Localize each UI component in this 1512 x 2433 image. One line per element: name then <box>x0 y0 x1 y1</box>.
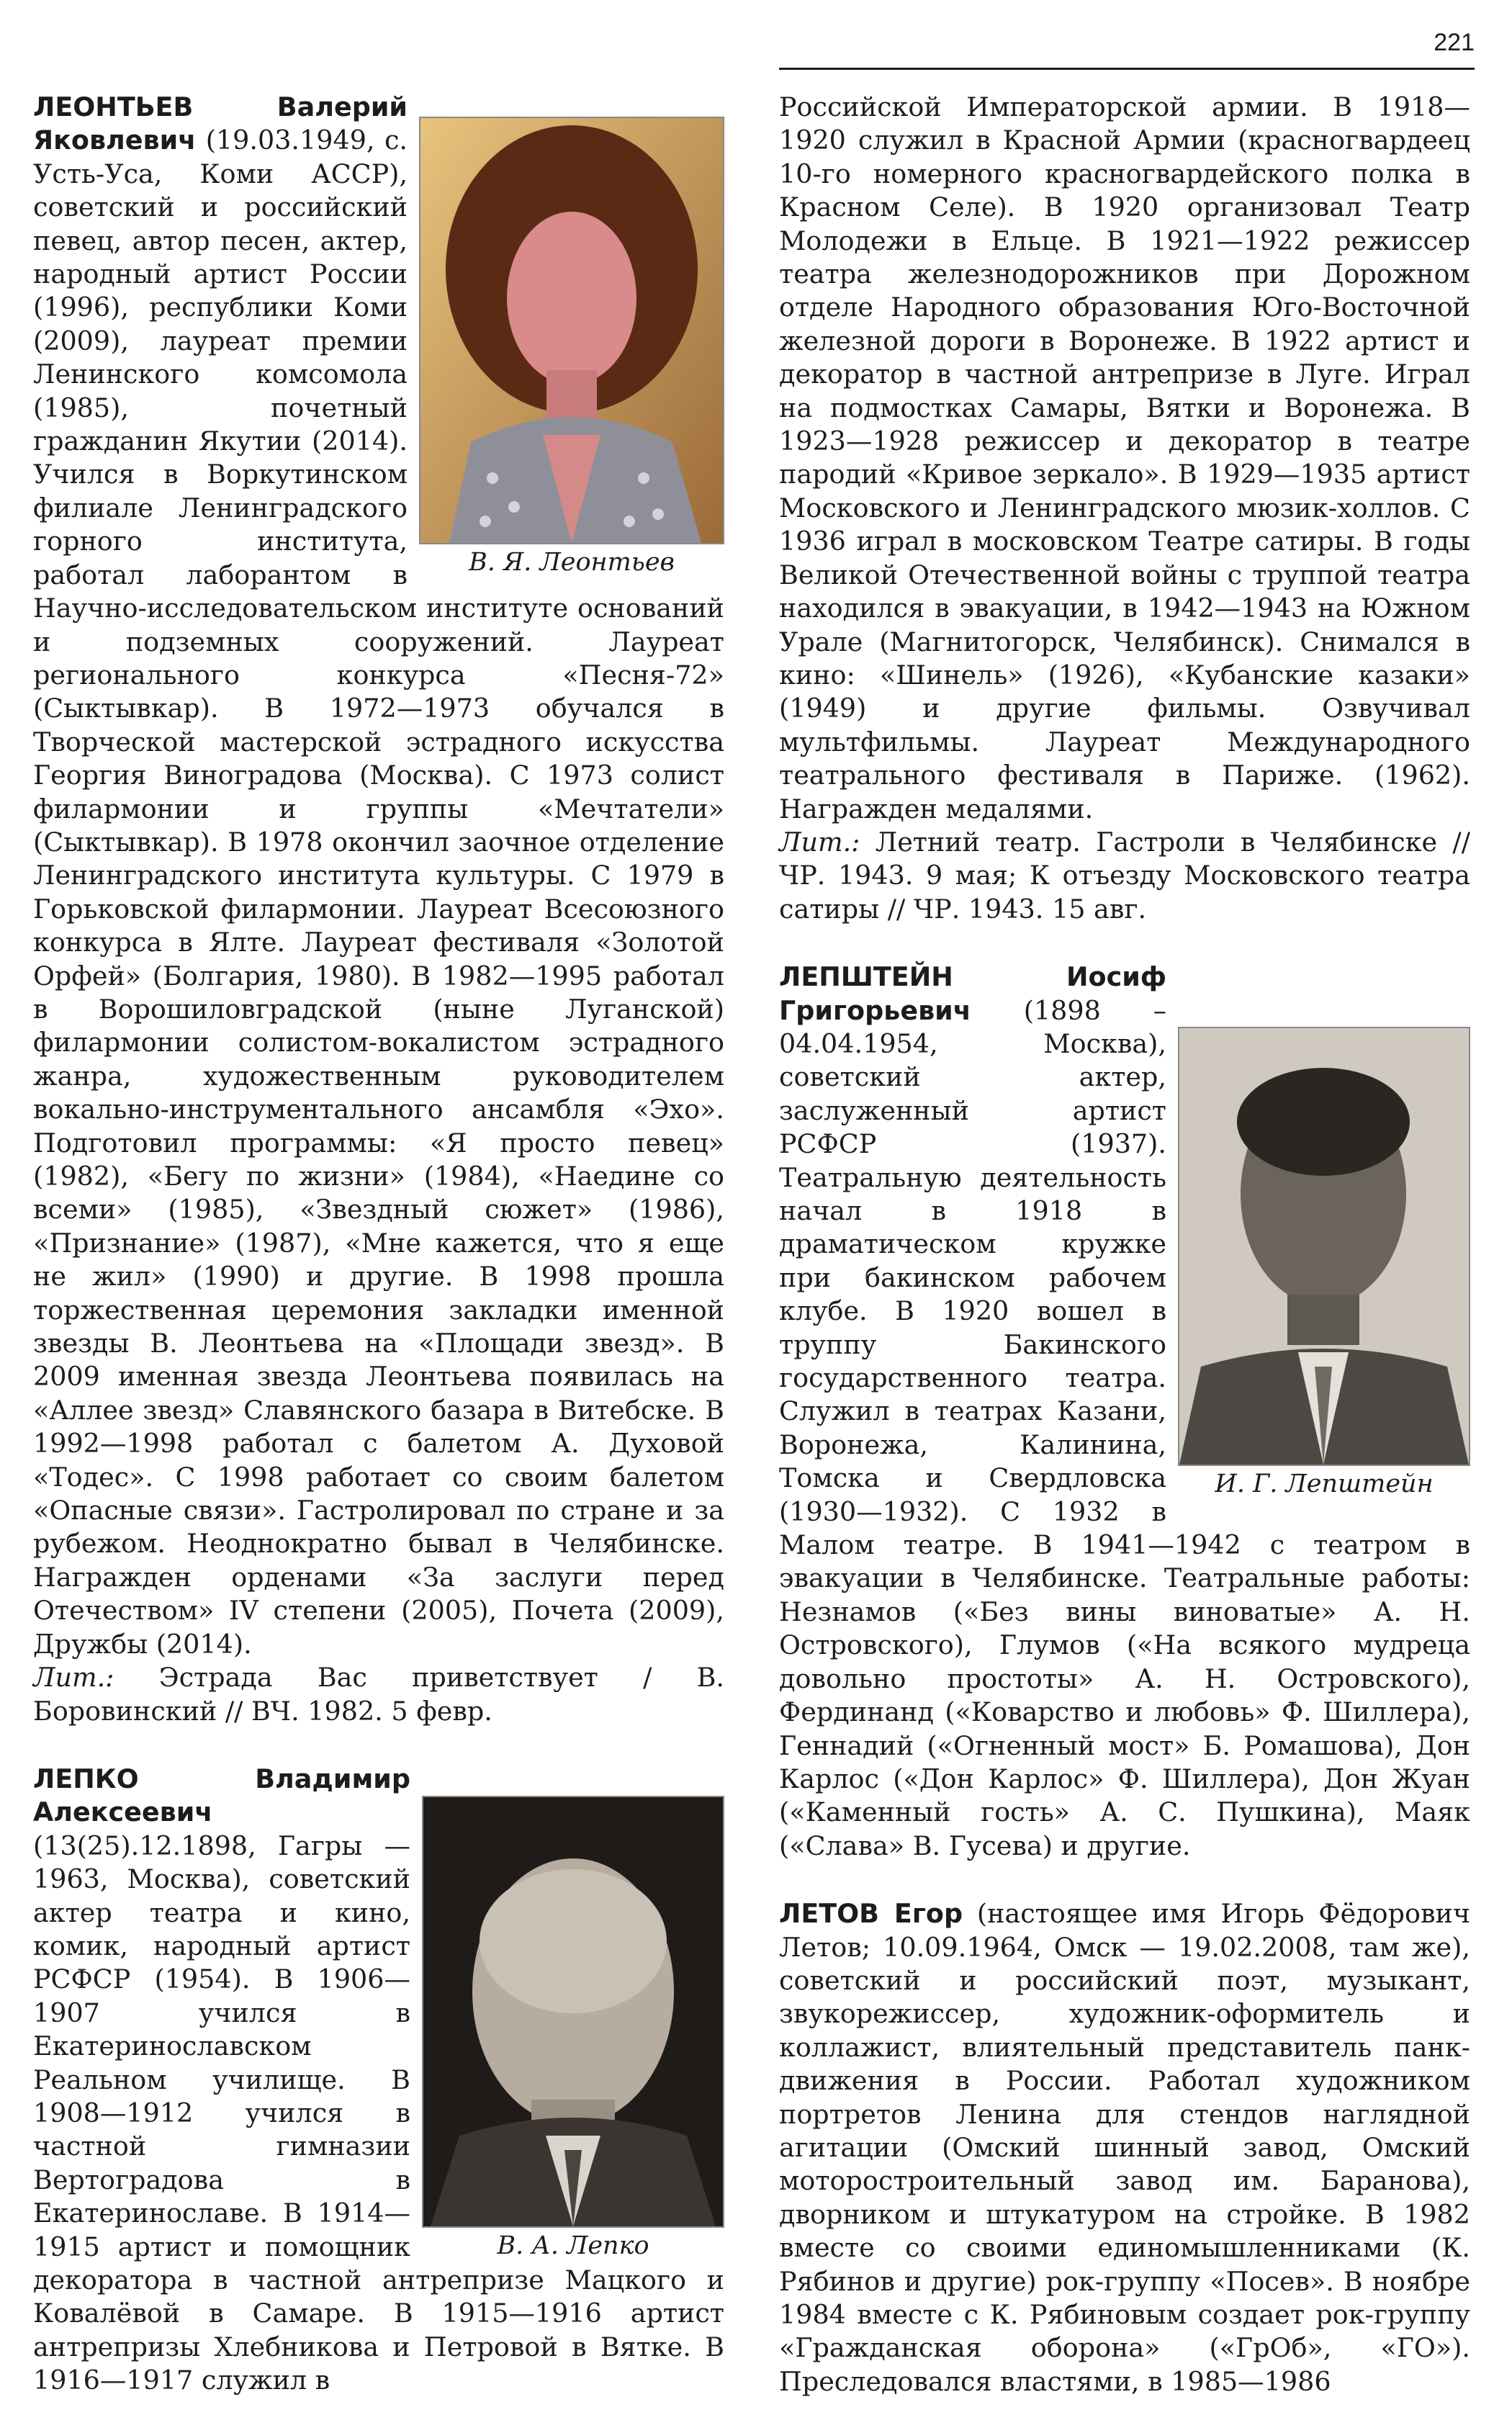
page-number: 221 <box>1434 29 1475 56</box>
photo-figure-leontiev <box>419 117 724 580</box>
right-column <box>779 91 1470 2433</box>
literature-leontiev <box>33 1661 724 1728</box>
entry-lepko <box>33 1763 724 2398</box>
caption-leontiev: В. Я. Леонтьев <box>469 548 675 577</box>
entry-text-lepshtein: (1898 – 04.04.1954, Москва), советский актер, заслуженный артист РСФСР (1937). Театральную деятельность начал в 1918 в драматическом кружке при бакинском рабочем клубе. В 1920 вошел в труппу Бакинского государственного театра. Служил в театрах Казани, Воронежа, Калинина, Томска и Свердловска (1930—1932). С 1932 в Малом театре. В 1941—1942 с театром в эвакуации в Челябинске. Театральные работы: Незнамов («Без вины виноватые» А. Н. Островского), Глумов («На всякого мудреца довольно простоты» А. Н. Островского), Фердинанд («Коварство и любовь» Ф. Шиллера), Геннадий («Огненный мост» Б. Ромашова), Дон Карлос («Дон Карлос» Ф. Шиллера), Дон Жуан («Каменный гость» А. С. Пушкина), Маяк («Слава» В. Гусева) и другие. <box>779 994 1470 1861</box>
entry-continued-lepko: Российской Императорской армии. В 1918—1920 служил в Красной Армии (красногвардеец 10-го номерного красногвардейского полка в Красном Селе). В 1920 организовал Театр Молодежи в Ельце. В 1921—1922 режиссер театра железнодорожников при Дорожном отделе Народного образования Юго-Восточной железной дороги в Воронеже. В 1922 артист и декоратор в частной антрепризе в Луге. Играл на подмостках Самары, Вятки и Воронежа. В 1923—1928 режиссер и декоратор в театре пародий «Кривое зеркало». В 1929—1935 артист Московского и Ленинградского мюзик-холлов. С 1936 играл в московском Театре сатиры. В годы Великой Отечественной войны с труппой театра находился в эвакуации, в 1942—1943 на Южном Урале (Магнитогорск, Челябинск). Снимался в кино: «Шинель» (1926), «Кубанские казаки» (1949) и другие фильмы. Озвучивал мультфильмы. Лауреат Международного театрального фестиваля в Париже. (1962). Награжден медалями. <box>779 91 1470 824</box>
lit-label-lepko: Лит.: <box>779 826 860 858</box>
portrait-lepko <box>422 1796 724 2228</box>
photo-figure-lepko <box>422 1796 724 2264</box>
entry-text-letov: (настоящее имя Игорь Фёдорович Летов; 10.09.1964, Омск — 19.02.2008, там же), советский и российский поэт, музыкант, звукорежиссер, художник-оформитель и коллажист, влиятельный представитель панк-движения в России. Работал художником портретов Ленина для стендов наглядной агитации (Омский шинный завод, Омский моторостроительный завод им. Баранова), дворником и штукатуром на стройке. В 1982 вместе со своими единомышленниками (К. Рябинов и другие) рок-группу «Посев». В ноябре 1984 вместе с К. Рябиновым создает рок-группу «Гражданская оборона» («ГрОб», «ГО»). Преследовался властями, в 1985—1986 <box>779 1898 1470 2397</box>
header-rule <box>779 68 1475 70</box>
entry-name-leontiev: ЛЕОНТЬЕВ Валерий Яковлевич <box>33 91 408 156</box>
entry-body-letov <box>779 1897 1470 2398</box>
lit-label-leontiev: Лит.: <box>33 1662 114 1694</box>
entry-leontiev <box>33 91 724 1728</box>
entry-lepko-continued <box>779 91 1470 926</box>
entry-name-lepko: ЛЕПКО Владимир Алексеевич <box>33 1763 410 1828</box>
portrait-lepshtein <box>1178 1027 1470 1466</box>
entry-text-lepko: (13(25).12.1898, Гагры — 1963, Москва), советский актер театра и кино, комик, народный артист РСФСР (1954). В 1906—1907 учился в Екатеринославском Реальном училище. В 1908—1912 учился в частной гимназии Вертоградова в Екатеринославе. В 1914—1915 артист и помощник декоратора в частной антрепризе Мацкого и Ковалёвой в Самаре. В 1915—1916 артист антрепризы Хлебникова и Петровой в Вятке. В 1916—1917 служил в <box>33 1830 724 2396</box>
lit-text-leontiev: Эстрада Вас приветствует / В. Боровинский // ВЧ. 1982. 5 февр. <box>33 1662 724 1727</box>
photo-figure-lepshtein <box>1178 1027 1470 1502</box>
caption-lepko: В. А. Лепко <box>497 2231 649 2260</box>
entry-name-letov: ЛЕТОВ Егор <box>779 1898 963 1930</box>
entry-text-leontiev: (19.03.1949, с. Усть-Уса, Коми АССР), советский и российский певец, автор песен, актер, народный артист России (1996), республики Коми (2009), лауреат премии Ленинского комсомола (1985), почетный гражданин Якутии (2014). Учился в Воркутинском филиале Ленинградского горного института, работал лаборантом в Научно-исследовательском институте оснований и подземных сооружений. Лауреат регионального конкурса «Песня-72» (Сыктывкар). В 1972—1973 обучался в Творческой мастерской эстрадного искусства Георгия Виноградова (Москва). С 1973 солист филармонии и группы «Мечтатели» (Сыктывкар). В 1978 окончил заочное отделение Ленинградского института культуры. С 1979 в Горьковской филармонии. Лауреат Всесоюзного конкурса в Ялте. Лауреат фестиваля «Золотой Орфей» (Болгария, 1980). В 1982—1995 работал в Ворошиловградской (ныне Луганской) филармонии солистом-вокалистом эстрадного жанра, художественным руководителем вокально-инструментального ансамбля «Эхо». Подготовил программы: «Я просто певец» (1982), «Бегу по жизни» (1984), «Наедине со всеми» (1985), «Звездный сюжет» (1986), «Признание» (1987), «Мне кажется, что я еще не жил» (1990) и другие. В 1998 прошла торжественная церемония закладки именной звезды В. Леонтьева на «Площади звезд». В 2009 именная звезда Леонтьева появилась на «Аллее звезд» Славянского базара в Витебске. В 1992—1998 работал с балетом А. Духовой «Тодес». С 1998 работает со своим балетом «Опасные связи». Гастролировал по стране и за рубежом. Неоднократно бывал в Челябинске. Награжден орденами «За заслуги перед Отечеством» IV степени (2005), Почета (2009), Дружбы (2014). <box>33 125 724 1660</box>
entry-name-lepshtein: ЛЕПШТЕЙН Иосиф Григорьевич <box>779 961 1166 1026</box>
entry-letov <box>779 1897 1470 2398</box>
left-column <box>33 91 724 2432</box>
lit-text-lepko: Летний театр. Гастроли в Челябинске // ЧР. 1943. 9 мая; К отъезду Московского театра сатиры // ЧР. 1943. 15 авг. <box>779 826 1470 925</box>
caption-lepshtein: И. Г. Лепштейн <box>1215 1470 1434 1499</box>
entry-lepshtein <box>779 961 1470 1863</box>
literature-lepko <box>779 826 1470 926</box>
portrait-leontiev <box>419 117 724 544</box>
